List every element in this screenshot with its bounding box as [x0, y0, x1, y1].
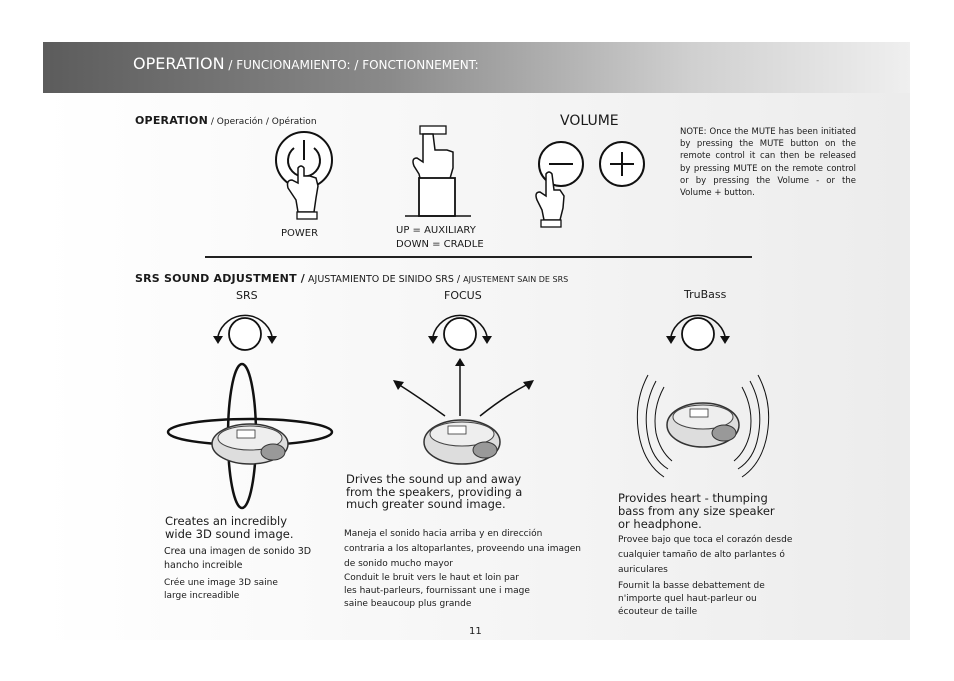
focus-label: FOCUS: [444, 289, 482, 302]
section-divider: [205, 256, 752, 258]
srs-desc-es: Crea una imagen de sonido 3D hancho increible: [164, 546, 312, 571]
switch-label: UP = AUXILIARY DOWN = CRADLE: [396, 225, 484, 250]
mute-note: NOTE: Once the MUTE has been initiated by pressing the MUTE button on the remote control it can then be released by pressing MUTE on the remote control or by pressing the Volume - or the Volume + button.: [680, 127, 856, 199]
srs-label: SRS: [236, 289, 258, 302]
focus-knob-icon: [425, 304, 495, 354]
srs-wide-sound-illustration: [165, 360, 335, 510]
power-label: POWER: [281, 228, 319, 239]
header-fr: FONCTIONNEMENT:: [362, 58, 479, 72]
trubass-label: TruBass: [684, 288, 727, 301]
srs-desc-en: Creates an incredibly wide 3D sound image.: [165, 514, 294, 541]
trubass-knob-icon: [663, 304, 733, 354]
page-number: 11: [469, 626, 482, 637]
trubass-sound-illustration: [628, 365, 778, 485]
volume-label: VOLUME: [560, 113, 619, 129]
trubass-desc-en: Provides heart - thumping bass from any size speaker or headphone.: [618, 491, 775, 531]
srs-knob-icon: [210, 304, 280, 354]
trubass-desc-fr: Fournit la basse debattement de n'importe quel haut-parleur ou écouteur de taille: [618, 581, 765, 617]
operation-heading: OPERATION / Operación / Opération: [135, 114, 317, 127]
srs-desc-fr: Crée une image 3D saine large increadible: [164, 578, 278, 601]
focus-desc-en: Drives the sound up and away from the speakers, providing a much greater sound image.: [346, 472, 523, 511]
power-button-icon: [270, 128, 340, 223]
trubass-desc-es: Provee bajo que toca el corazón desde cualquier tamaño de alto parlantes ó auriculares: [618, 535, 793, 575]
volume-minus-icon: [532, 140, 592, 235]
section-header-title: OPERATION / FUNCIONAMIENTO: / FONCTIONNEMENT:: [133, 54, 479, 73]
focus-desc-es: Maneja el sonido hacia arriba y en dirección contraria a los altoparlantes, proveendo una imagen de sonido mucho mayor: [344, 529, 582, 569]
volume-plus-icon: [598, 140, 646, 188]
srs-heading: SRS SOUND ADJUSTMENT / AJUSTAMIENTO DE SINIDO SRS / AJUSTEMENT SAIN DE SRS: [135, 272, 569, 285]
header-main: OPERATION: [133, 54, 225, 73]
switch-slider-icon: [405, 122, 475, 222]
focus-sound-illustration: [390, 358, 540, 473]
header-es: FUNCIONAMIENTO:: [236, 58, 351, 72]
focus-desc-fr: Conduit le bruit vers le haut et loin par les haut-parleurs, fournissant une i mage saine beaucoup plus grande: [344, 573, 530, 609]
